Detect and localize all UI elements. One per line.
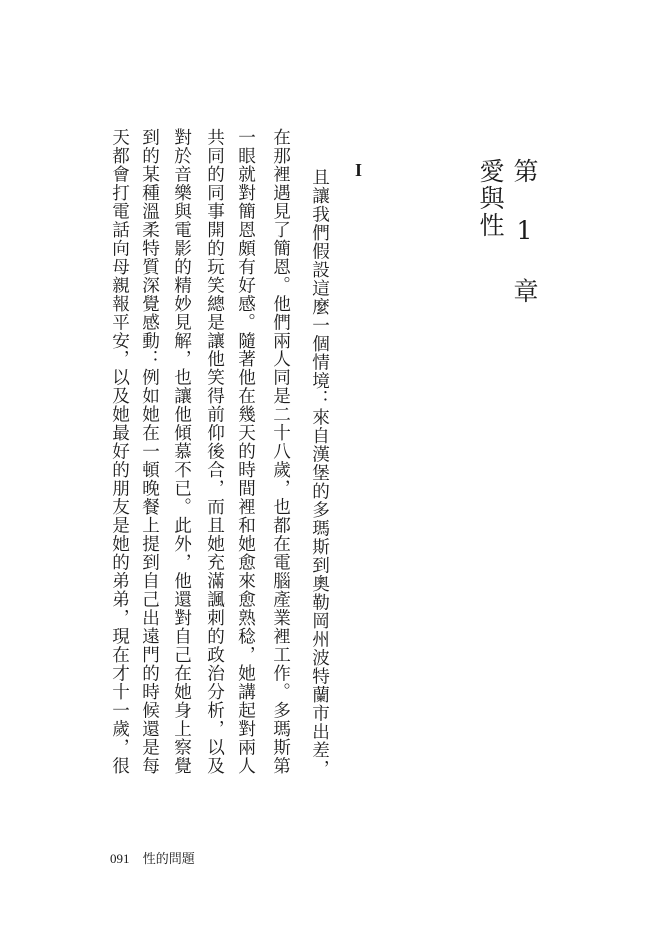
body-text-line: 天都會打電話向母親報平安，以及她最好的朋友是她的弟弟，現在才十一歲，很 xyxy=(109,128,130,775)
page-number: 091 xyxy=(110,851,130,866)
body-text-line: 到的某種溫柔特質深覺感動：例如她在一頓晚餐上提到自己出遠門的時候還是每 xyxy=(139,128,160,775)
body-text-line: 對於音樂與電影的精妙見解，也讓他傾慕不已。此外，他還對自己在她身上察覺 xyxy=(171,128,192,775)
section-numeral: I xyxy=(355,160,363,180)
body-text-line: 共同的同事開的玩笑總是讓他笑得前仰後合，而且她充滿諷刺的政治分析，以及 xyxy=(204,128,225,775)
body-text-line: 在那裡遇見了簡恩。他們兩人同是二十八歲，也都在電腦產業裡工作。多瑪斯第 xyxy=(270,128,291,775)
body-text-line: 且讓我們假設這麼一個情境：來自漢堡的多瑪斯到奧勒岡州波特蘭市出差， xyxy=(309,168,330,778)
running-title: 性的問題 xyxy=(142,851,195,866)
body-text-line: 一眼就對簡恩頗有好感。隨著他在幾天的時間裡和她愈來愈熟稔，她講起對兩人 xyxy=(235,128,256,775)
chapter-label: 第 1 章 xyxy=(510,158,539,305)
chapter-title: 愛與性 xyxy=(476,158,505,239)
page-footer xyxy=(110,848,195,867)
